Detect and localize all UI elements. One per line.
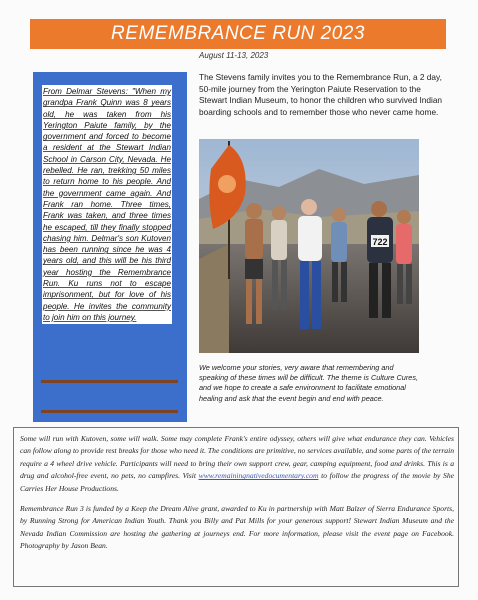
title-banner — [30, 19, 446, 49]
details-text-end: to follow the progress of the movie by She Carries Her House Productions. — [20, 471, 454, 493]
funding-paragraph: Remembrance Run 3 is funded by a Keep the Dream Alive grant, awarded to Ku in partnership with Matt Balzer of Sierra Endurance Sports, by Running Strong for American Indian Youth. Thank you Billy and Pat Mills for your generous support! Stewart Indian Museum and the Nevada Indian Commission are hosting the gathering at journeys end. For more information, please visit the event page on Facebook. Photography by Jason Bean. — [20, 504, 454, 551]
bib-number: 722 — [372, 237, 388, 247]
page-title: REMEMBRANCE RUN 2023 — [111, 23, 365, 44]
details-text: Some will run with Kutoven, some will walk. Some may complete Frank's entire odyssey, others will give what endurance they can. Vehicles can follow along to provide rest breaks for those who need it. The conditions are primitive, no services available, and some parts of the terrain require a 4 wheel drive vehicle. Participants will need to bring their own support crew, gear, camping equipment, food and drinks. This is a drug and alcohol-free event, no pets, no campfires. Visit — [20, 434, 454, 481]
runners-photo — [199, 139, 419, 353]
quote-text: From Delmar Stevens: "When my grandpa Frank Quinn was 8 years old, he was taken from his Yerington Paiute family, by the government and forced to become a resident at the Stewart Indian School in Carson City, Nevada. He rebelled. He ran, trekking 50 miles to return home to his people. And the government came again. And Frank ran home. Three times, Frank was taken, and three times he escaped, till they finally stopped chasing him. Delmar's son Kutoven has been running since he was 4 years old, and this will be his third year hosting the Remembrance Run. Ku runs not to escape imprisonment, but for love of his people. He invites the community to join him on this journey. — [43, 87, 171, 322]
welcome-paragraph: We welcome your stories, very aware that remembering and speaking of these times will be difficult. The theme is Culture Cures, and we hope to create a safe environment to facilitate emotional healing and ask that the event begin and end with peace. — [199, 363, 419, 403]
quote-sidebar — [33, 72, 187, 422]
details-paragraph — [20, 433, 454, 495]
sidebar-divider-bottom — [41, 410, 178, 413]
details-box — [13, 427, 459, 587]
sidebar-divider-top — [41, 380, 178, 383]
documentary-link[interactable]: www.remainingnativedocumentary.com — [198, 471, 319, 481]
quote-box — [42, 85, 172, 324]
event-dates: August 11-13, 2023 — [199, 51, 269, 60]
intro-paragraph: The Stevens family invites you to the Remembrance Run, a 2 day, 50-mile journey from the Yerington Paiute Reservation to the Stewart Indian Museum, to honor the children who survived Indian boarding schools and to remember those who never came home. — [199, 72, 443, 117]
